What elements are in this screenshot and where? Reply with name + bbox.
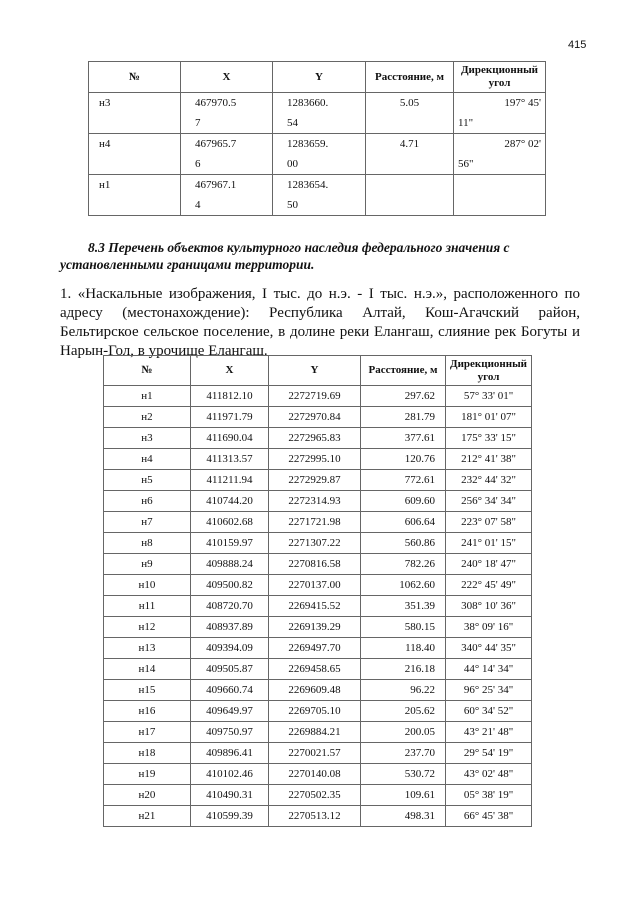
table-row xyxy=(104,617,532,638)
x-cell: 411211.94 xyxy=(191,470,269,491)
table-row xyxy=(104,533,532,554)
x-cell: 410490.31 xyxy=(191,785,269,806)
x-cell: 409660.74 xyxy=(191,680,269,701)
x-cell: 467967.1 4 xyxy=(181,175,273,216)
page-number: 415 xyxy=(568,39,587,51)
angle-cell: 232° 44' 32" xyxy=(446,470,532,491)
angle-line-1: 197° 45' xyxy=(504,97,541,109)
table-row xyxy=(104,701,532,722)
header-distance: Расстояние, м xyxy=(361,356,446,386)
point-number-cell: н3 xyxy=(104,428,191,449)
distance-cell: 606.64 xyxy=(361,512,446,533)
header-y: Y xyxy=(269,356,361,386)
table-row xyxy=(104,512,532,533)
boundary-coordinates-table xyxy=(103,355,532,827)
table-row xyxy=(104,806,532,827)
x-cell: 410102.46 xyxy=(191,764,269,785)
table-row xyxy=(104,680,532,701)
header-angle: Дирекционный угол xyxy=(446,356,532,386)
table-row xyxy=(89,175,546,216)
table-row xyxy=(89,93,546,134)
y-cell: 2272995.10 xyxy=(269,449,361,470)
angle-cell: 222° 45' 49" xyxy=(446,575,532,596)
y-cell: 2272314.93 xyxy=(269,491,361,512)
y-cell: 2269884.21 xyxy=(269,722,361,743)
distance-cell: 772.61 xyxy=(361,470,446,491)
table-row xyxy=(104,785,532,806)
header-distance: Расстояние, м xyxy=(366,62,454,93)
angle-cell: 38° 09' 16" xyxy=(446,617,532,638)
angle-line-2: 56" xyxy=(458,158,474,170)
point-number-cell: н10 xyxy=(104,575,191,596)
y-cell: 2272970.84 xyxy=(269,407,361,428)
angle-cell: 43° 02' 48" xyxy=(446,764,532,785)
header-number: № xyxy=(89,62,181,93)
angle-cell: 212° 41' 38" xyxy=(446,449,532,470)
distance-cell: 109.61 xyxy=(361,785,446,806)
distance-cell: 351.39 xyxy=(361,596,446,617)
table-row xyxy=(104,470,532,491)
table-row xyxy=(104,386,532,407)
boundary-table-continued xyxy=(88,61,546,216)
y-cell: 2271307.22 xyxy=(269,533,361,554)
distance-cell: 4.71 xyxy=(366,134,454,175)
angle-cell: 44° 14' 34" xyxy=(446,659,532,680)
header-x: X xyxy=(181,62,273,93)
point-number-cell: н5 xyxy=(104,470,191,491)
distance-cell: 560.86 xyxy=(361,533,446,554)
distance-cell: 120.76 xyxy=(361,449,446,470)
point-number-cell: н19 xyxy=(104,764,191,785)
x-cell: 409888.24 xyxy=(191,554,269,575)
angle-cell: 57° 33' 01" xyxy=(446,386,532,407)
point-number-cell: н4 xyxy=(104,449,191,470)
table-row xyxy=(104,764,532,785)
distance-cell: 782.26 xyxy=(361,554,446,575)
point-number-cell: н8 xyxy=(104,533,191,554)
y-cell: 2270140.08 xyxy=(269,764,361,785)
angle-cell xyxy=(454,175,546,216)
point-number-cell: н21 xyxy=(104,806,191,827)
x-cell: 411313.57 xyxy=(191,449,269,470)
table-header-row xyxy=(104,356,532,386)
angle-cell: 43° 21' 48" xyxy=(446,722,532,743)
table-row xyxy=(104,596,532,617)
point-number-cell: н15 xyxy=(104,680,191,701)
point-number-cell: н2 xyxy=(104,407,191,428)
table-row xyxy=(104,638,532,659)
point-number-cell: н20 xyxy=(104,785,191,806)
header-y: Y xyxy=(273,62,366,93)
distance-cell: 5.05 xyxy=(366,93,454,134)
angle-cell: 05° 38' 19" xyxy=(446,785,532,806)
x-cell: 409649.97 xyxy=(191,701,269,722)
distance-cell: 118.40 xyxy=(361,638,446,659)
x-cell: 411690.04 xyxy=(191,428,269,449)
y-cell: 1283660. 54 xyxy=(273,93,366,134)
y-cell: 2269415.52 xyxy=(269,596,361,617)
distance-cell: 200.05 xyxy=(361,722,446,743)
x-cell: 409896.41 xyxy=(191,743,269,764)
point-number-cell: н14 xyxy=(104,659,191,680)
angle-cell: 256° 34' 34" xyxy=(446,491,532,512)
distance-cell: 205.62 xyxy=(361,701,446,722)
point-number-cell: н7 xyxy=(104,512,191,533)
point-number-cell: н12 xyxy=(104,617,191,638)
y-cell: 2270816.58 xyxy=(269,554,361,575)
x-cell: 409500.82 xyxy=(191,575,269,596)
y-cell: 2271721.98 xyxy=(269,512,361,533)
table-row xyxy=(104,407,532,428)
distance-cell: 377.61 xyxy=(361,428,446,449)
section-heading: 8.3 Перечень объектов культурного наследия федерального значения с установленными границами территории. xyxy=(60,240,510,272)
y-cell: 1283654. 50 xyxy=(273,175,366,216)
y-cell: 2269609.48 xyxy=(269,680,361,701)
y-cell: 2270502.35 xyxy=(269,785,361,806)
angle-cell: 29° 54' 19" xyxy=(446,743,532,764)
table-row xyxy=(104,659,532,680)
distance-cell: 281.79 xyxy=(361,407,446,428)
x-cell: 467965.7 6 xyxy=(181,134,273,175)
point-number-cell: н4 xyxy=(89,134,181,175)
x-cell: 410599.39 xyxy=(191,806,269,827)
angle-cell xyxy=(454,93,546,134)
point-number-cell: н1 xyxy=(104,386,191,407)
distance-cell: 96.22 xyxy=(361,680,446,701)
distance-cell: 1062.60 xyxy=(361,575,446,596)
angle-cell: 241° 01' 15" xyxy=(446,533,532,554)
object-description: 1. «Наскальные изображения, I тыс. до н.э. - I тыс. н.э.», расположенного по адресу (местонахождение): Республика Алтай, Кош-Агачский район, Бельтирское сельское поселение, в долине реки Елангаш, слияние рек Богуты и Нарын-Гол, в урочище Елангаш. xyxy=(60,286,580,359)
table-row xyxy=(104,743,532,764)
y-cell: 2272929.87 xyxy=(269,470,361,491)
x-cell: 409394.09 xyxy=(191,638,269,659)
table-row xyxy=(104,575,532,596)
y-cell: 2270021.57 xyxy=(269,743,361,764)
angle-cell: 240° 18' 47" xyxy=(446,554,532,575)
distance-cell: 530.72 xyxy=(361,764,446,785)
table-row xyxy=(89,134,546,175)
header-number: № xyxy=(104,356,191,386)
angle-cell: 223° 07' 58" xyxy=(446,512,532,533)
table-row xyxy=(104,428,532,449)
y-cell: 2269497.70 xyxy=(269,638,361,659)
header-x: X xyxy=(191,356,269,386)
angle-cell xyxy=(454,134,546,175)
y-cell: 1283659. 00 xyxy=(273,134,366,175)
point-number-cell: н9 xyxy=(104,554,191,575)
y-cell: 2269139.29 xyxy=(269,617,361,638)
y-cell: 2272965.83 xyxy=(269,428,361,449)
angle-line-2: 11" xyxy=(458,117,474,129)
x-cell: 410159.97 xyxy=(191,533,269,554)
angle-cell: 175° 33' 15" xyxy=(446,428,532,449)
point-number-cell: н3 xyxy=(89,93,181,134)
point-number-cell: н11 xyxy=(104,596,191,617)
y-cell: 2272719.69 xyxy=(269,386,361,407)
distance-cell xyxy=(366,175,454,216)
header-angle: Дирекционный угол xyxy=(454,62,546,93)
y-cell: 2269705.10 xyxy=(269,701,361,722)
angle-cell: 181° 01' 07" xyxy=(446,407,532,428)
table-row xyxy=(104,554,532,575)
distance-cell: 216.18 xyxy=(361,659,446,680)
angle-line-1: 287° 02' xyxy=(504,138,541,150)
table-row xyxy=(104,449,532,470)
x-cell: 410744.20 xyxy=(191,491,269,512)
x-cell: 467970.5 7 xyxy=(181,93,273,134)
y-cell: 2270513.12 xyxy=(269,806,361,827)
point-number-cell: н17 xyxy=(104,722,191,743)
angle-cell: 66° 45' 38" xyxy=(446,806,532,827)
point-number-cell: н13 xyxy=(104,638,191,659)
point-number-cell: н16 xyxy=(104,701,191,722)
point-number-cell: н6 xyxy=(104,491,191,512)
distance-cell: 297.62 xyxy=(361,386,446,407)
angle-cell: 96° 25' 34" xyxy=(446,680,532,701)
angle-cell: 308° 10' 36" xyxy=(446,596,532,617)
y-cell: 2270137.00 xyxy=(269,575,361,596)
distance-cell: 237.70 xyxy=(361,743,446,764)
distance-cell: 609.60 xyxy=(361,491,446,512)
table-row xyxy=(104,491,532,512)
angle-cell: 60° 34' 52" xyxy=(446,701,532,722)
table-header-row xyxy=(89,62,546,93)
x-cell: 411812.10 xyxy=(191,386,269,407)
x-cell: 408720.70 xyxy=(191,596,269,617)
x-cell: 409750.97 xyxy=(191,722,269,743)
x-cell: 408937.89 xyxy=(191,617,269,638)
x-cell: 409505.87 xyxy=(191,659,269,680)
angle-cell: 340° 44' 35" xyxy=(446,638,532,659)
distance-cell: 498.31 xyxy=(361,806,446,827)
x-cell: 410602.68 xyxy=(191,512,269,533)
point-number-cell: н1 xyxy=(89,175,181,216)
x-cell: 411971.79 xyxy=(191,407,269,428)
distance-cell: 580.15 xyxy=(361,617,446,638)
y-cell: 2269458.65 xyxy=(269,659,361,680)
point-number-cell: н18 xyxy=(104,743,191,764)
table-row xyxy=(104,722,532,743)
